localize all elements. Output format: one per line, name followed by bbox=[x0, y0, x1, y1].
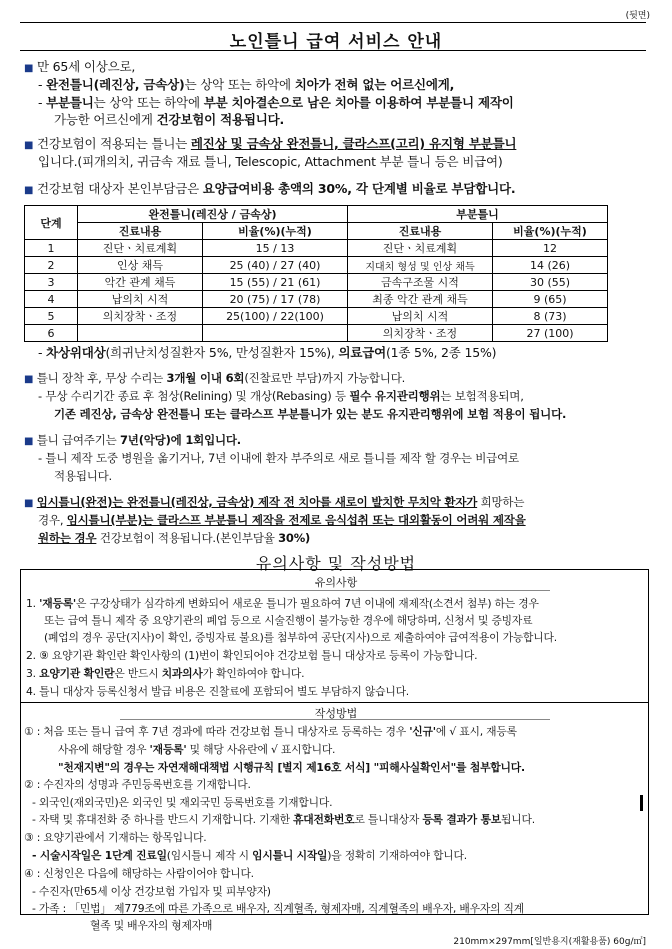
table-row: 6 의치장착ㆍ조정 27 (100) bbox=[25, 325, 608, 342]
s3-line2: - 차상위대상(희귀난치성질환자 5%, 만성질환자 15%), 의료급여(1종 5%, 2종 15%) bbox=[38, 345, 497, 360]
s3-line1: ■ 건강보험 대상자 본인부담금은 요양급여비용 총액의 30%, 각 단계별 비율로 부담합니다. bbox=[24, 181, 516, 196]
s4-line2: - 무상 수리기간 종료 후 첨상(Relining) 및 개상(Rebasing) 등 필수 유지관리행위는 보험적용되며, bbox=[38, 389, 524, 403]
method-4b: - 수진자(만65세 이상 건강보험 가입자 및 피부양자) bbox=[32, 885, 271, 898]
s1-line2: - 완전틀니(레진상, 금속상)는 상악 또는 하악에 치아가 전혀 없는 어르신에게, bbox=[38, 77, 455, 92]
corner-label: (뒷면) bbox=[625, 11, 650, 21]
s6-line3: 원하는 경우 건강보험이 적용됩니다.(본인부담율 30%) bbox=[38, 531, 311, 545]
table-row: 2 인상 채득 25 (40) / 27 (40) 지대치 형성 및 인상 채득 14 (26) bbox=[25, 257, 608, 274]
method-1b: 사유에 해당할 경우 '재등록' 및 해당 사유란에 √ 표시합니다. bbox=[58, 743, 336, 756]
th-stage: 단계 bbox=[25, 206, 78, 240]
method-divider bbox=[20, 702, 648, 703]
s2-line1: ■ 건강보험이 적용되는 틀니는 레진상 및 금속상 완전틀니, 클라스프(고리) 유지형 부분틀니 bbox=[24, 136, 517, 151]
page-title: 노인틀니 급여 서비스 안내 bbox=[229, 32, 443, 52]
notes-title-rule bbox=[120, 590, 550, 591]
th-full-content: 진료내용 bbox=[78, 223, 203, 240]
notes-section-title: 유의사항 및 작성방법 bbox=[255, 554, 417, 573]
notes-title: 유의사항 bbox=[314, 576, 358, 589]
title-rule-top bbox=[20, 22, 646, 23]
th-partial: 부분틀니 bbox=[348, 206, 608, 223]
s6-line2: 경우, 임시틀니(부분)는 클라스프 부분틀니 제작을 전제로 음식섭취 또는 대외활동이 어려워 제작을 bbox=[38, 513, 526, 527]
s5-line1: ■ 틀니 급여주기는 7년(악당)에 1회입니다. bbox=[24, 433, 241, 447]
s1-line3: - 부분틀니는 상악 또는 하악에 부분 치아결손으로 남은 치아를 이용하여 부분틀니 제작이 bbox=[38, 95, 514, 110]
method-title-rule bbox=[120, 719, 550, 720]
s2-line2: 입니다.(피개의치, 귀금속 재료 틀니, Telescopic, Attachment 부분 틀니 등은 비급여) bbox=[38, 154, 503, 169]
s5-line2: - 틀니 제작 도중 병원을 옮기거나, 7년 이내에 환자 부주의로 새로 틀니를 제작 할 경우는 비급여로 bbox=[38, 451, 519, 465]
method-4c: - 가족 : 「민법」 제779조에 따른 가족으로 배우자, 직계혈족, 형제자매, 직계혈족의 배우자, 배우자의 직계 bbox=[32, 902, 525, 915]
th-full-ratio: 비율(%)(누적) bbox=[203, 223, 348, 240]
paper-spec: 210mm×297mm[일반용지(재활용품) 60g/㎡] bbox=[453, 937, 646, 947]
note-1b: 또는 급여 틀니 제작 중 요양기관의 폐업 등으로 시술진행이 불가능한 경우에 해당하며, 신청서 및 증빙자료 bbox=[44, 614, 533, 627]
note-1a: 1. '재등록'은 구강상태가 심각하게 변화되어 새로운 틀니가 필요하여 7년 이내에 재제작(소견서 첨부) 하는 경우 bbox=[26, 597, 539, 610]
margin-mark bbox=[640, 795, 643, 811]
s1-line1: ■ 만 65세 이상으로, bbox=[24, 59, 136, 74]
th-partial-ratio: 비율(%)(누적) bbox=[493, 223, 608, 240]
method-4: ④ : 신청인은 다음에 해당하는 사람이어야 합니다. bbox=[24, 867, 254, 880]
title-rule-bottom bbox=[20, 50, 646, 51]
copay-table bbox=[24, 205, 608, 342]
method-3: ③ : 요양기관에서 기재하는 항목입니다. bbox=[24, 831, 207, 844]
table-row: 3 악간 관계 채득 15 (55) / 21 (61) 금속구조물 시적 30 (55) bbox=[25, 274, 608, 291]
note-3: 3. 요양기관 확인란은 반드시 치과의사가 확인하여야 합니다. bbox=[26, 667, 305, 680]
note-1c: (폐업의 경우 공단(지사)이 확인, 증빙자료 불요)를 첨부하여 공단(지사)으로 제출하여야 급여적용이 가능합니다. bbox=[44, 631, 557, 644]
method-2b: - 외국인(재외국민)은 외국인 및 재외국민 등록번호를 기재합니다. bbox=[32, 796, 333, 809]
method-1c: "천재지변"의 경우는 자연재해대책법 시행규칙 [별지 제16호 서식] "피해사실확인서"를 첨부합니다. bbox=[58, 761, 525, 774]
method-title: 작성방법 bbox=[314, 707, 358, 720]
table-row: 1 진단ㆍ치료계획 15 / 13 진단ㆍ치료계획 12 bbox=[25, 240, 608, 257]
s6-line1: ■ 임시틀니(완전)는 완전틀니(레진상, 금속상) 제작 전 치아를 새로이 발치한 무치악 환자가 희망하는 bbox=[24, 495, 525, 509]
s1-line4: 가능한 어르신에게 건강보험이 적용됩니다. bbox=[54, 112, 285, 127]
method-4d: 혈족 및 배우자의 형제자매 bbox=[90, 919, 213, 932]
method-2: ② : 수진자의 성명과 주민등록번호를 기재합니다. bbox=[24, 778, 251, 791]
table-row: 5 의치장착ㆍ조정 25(100) / 22(100) 납의치 시적 8 (73) bbox=[25, 308, 608, 325]
note-4: 4. 틀니 대상자 등록신청서 발급 비용은 진찰료에 포함되어 별도 부담하지 않습니다. bbox=[26, 685, 410, 698]
method-1a: ① : 처음 또는 틀니 급여 후 7년 경과에 따라 건강보험 틀니 대상자로 등록하는 경우 '신규'에 √ 표시, 재등록 bbox=[24, 725, 517, 738]
s4-line3: 기존 레진상, 금속상 완전틀니 또는 클라스프 부분틀니가 있는 분도 유지관리행위에 보험 적용이 됩니다. bbox=[54, 407, 567, 421]
s4-line1: ■ 틀니 장착 후, 무상 수리는 3개월 이내 6회(진찰료만 부담)까지 가능합니다. bbox=[24, 371, 406, 385]
th-partial-content: 진료내용 bbox=[348, 223, 493, 240]
note-2: 2. ⑨ 요양기관 확인란 확인사항의 (1)번이 확인되어야 건강보험 틀니 대상자로 등록이 가능합니다. bbox=[26, 649, 478, 662]
th-full: 완전틀니(레진상 / 금속상) bbox=[78, 206, 348, 223]
method-3b: - 시술시작일은 1단계 진료일(임시틀니 제작 시 임시틀니 시작일)을 정확히 기재하여야 합니다. bbox=[32, 849, 467, 862]
s5-line3: 적용됩니다. bbox=[54, 469, 112, 483]
method-2c: - 자택 및 휴대전화 중 하나를 반드시 기재합니다. 기재한 휴대전화번호로 틀니대상자 등록 결과가 통보됩니다. bbox=[32, 813, 535, 826]
table-row: 4 납의치 시적 20 (75) / 17 (78) 최종 악간 관계 채득 9 (65) bbox=[25, 291, 608, 308]
